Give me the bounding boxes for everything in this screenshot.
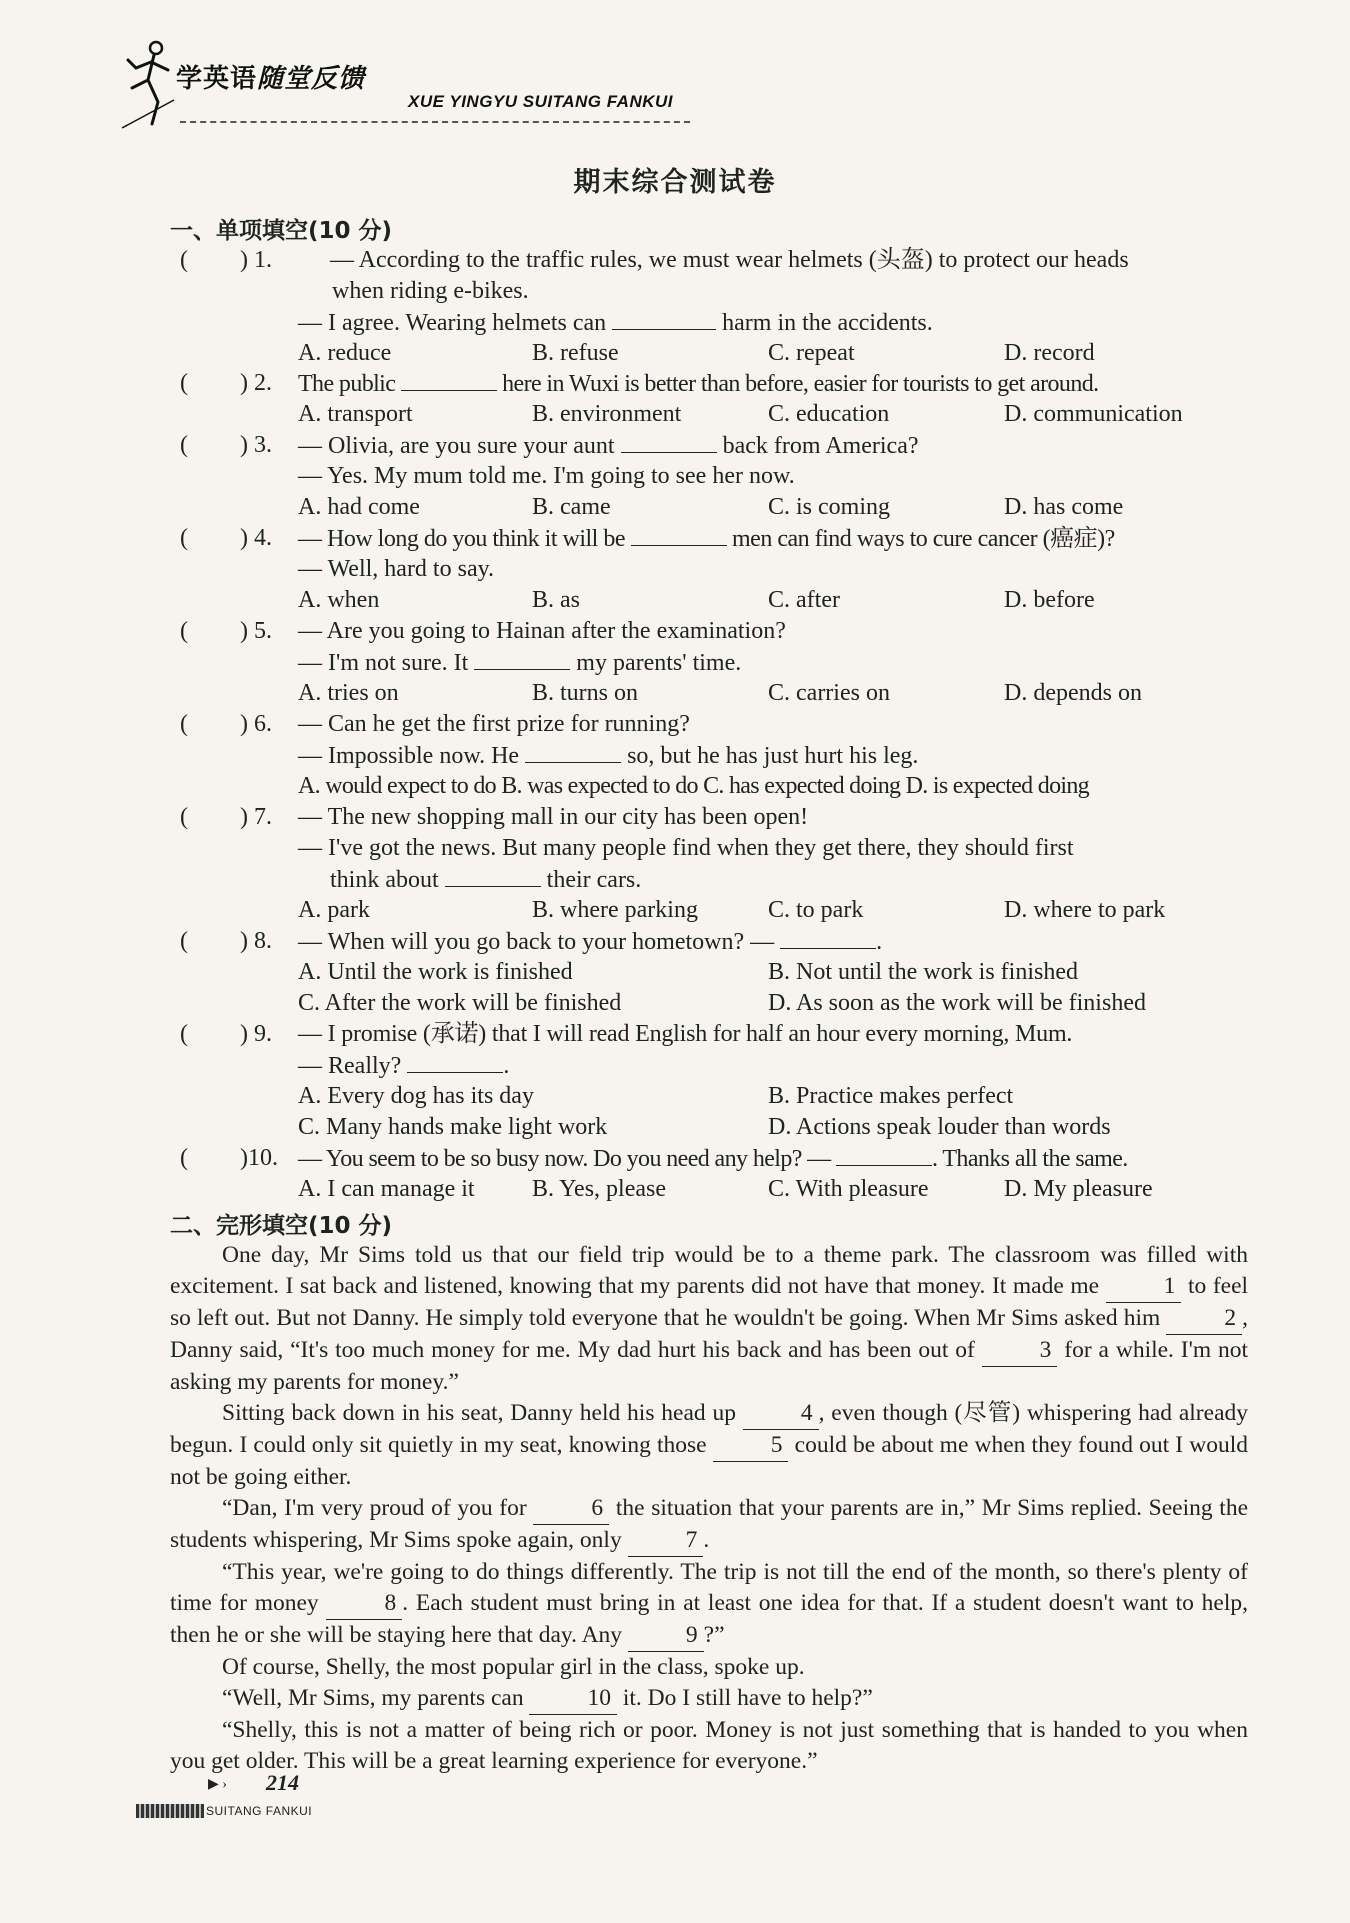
answer-blank[interactable] xyxy=(780,926,876,949)
question-text: — I promise (承诺) that I will read English for half an hour every morning, Mum. xyxy=(298,1021,1073,1047)
option[interactable]: A. tries on xyxy=(298,680,399,706)
question-number: ) 6. xyxy=(240,711,272,737)
option[interactable]: C. after xyxy=(768,587,840,613)
play-arrow-icon: ▶ › xyxy=(208,1777,227,1792)
question-text: — Can he get the first prize for running? xyxy=(298,711,690,737)
question-number: )10. xyxy=(240,1145,278,1171)
cloze-blank[interactable]: 1 xyxy=(1106,1271,1182,1303)
cloze-blank[interactable]: 8 xyxy=(326,1588,402,1620)
question-number: ) 5. xyxy=(240,618,272,644)
question-text: — Olivia, are you sure your aunt back from America? xyxy=(298,430,919,461)
option[interactable]: D. communication xyxy=(1004,401,1183,427)
answer-paren: ( xyxy=(180,928,188,954)
option[interactable]: C. is coming xyxy=(768,494,891,520)
option[interactable]: D. My pleasure xyxy=(1004,1176,1153,1202)
question-number: ) 8. xyxy=(240,928,272,954)
question-text: when riding e-bikes. xyxy=(332,278,529,304)
option[interactable]: A. I can manage it xyxy=(298,1176,475,1202)
footer-label: SUITANG FANKUI xyxy=(206,1804,313,1818)
option[interactable]: C. education xyxy=(768,401,890,427)
cloze-passage xyxy=(170,1240,1248,1777)
question-text: — The new shopping mall in our city has been open! xyxy=(298,804,809,830)
option[interactable]: C. to park xyxy=(768,897,864,923)
answer-blank[interactable] xyxy=(525,740,621,763)
footer-brand-mark xyxy=(136,1804,204,1818)
question-text: — When will you go back to your hometown? — . xyxy=(298,926,882,957)
brand-english: XUE YINGYU SUITANG FANKUI xyxy=(408,92,674,111)
question-text: think about their cars. xyxy=(330,864,641,895)
question-number: ) 9. xyxy=(240,1021,272,1047)
option[interactable]: B. where parking xyxy=(532,897,698,923)
answer-paren: ( xyxy=(180,1145,188,1171)
question-text: — You seem to be so busy now. Do you need any help? — . Thanks all the same. xyxy=(298,1143,1128,1174)
question-text: — Are you going to Hainan after the examination? xyxy=(298,618,786,644)
question-text: — Yes. My mum told me. I'm going to see her now. xyxy=(298,463,795,489)
question-text: — I agree. Wearing helmets can harm in the accidents. xyxy=(298,307,933,338)
option[interactable]: C. Many hands make light work xyxy=(298,1114,608,1140)
answer-blank[interactable] xyxy=(407,1050,503,1073)
question-text: The public here in Wuxi is better than before, easier for tourists to get around. xyxy=(298,368,1099,399)
question-text: — I'm not sure. It my parents' time. xyxy=(298,647,741,678)
option[interactable]: C. repeat xyxy=(768,340,855,366)
passage-paragraph: Of course, Shelly, the most popular girl in the class, spoke up. xyxy=(222,1654,805,1680)
answer-paren: ( xyxy=(180,247,188,273)
option[interactable]: D. where to park xyxy=(1004,897,1166,923)
question-number: ) 4. xyxy=(240,525,272,551)
question-number: ) 2. xyxy=(240,370,272,396)
answer-blank[interactable] xyxy=(612,307,716,330)
passage-paragraph: “Shelly, this is not a matter of being rich or poor. Money is not just something that is handed to you when you get older. This will be a great learning experience for everyone.” xyxy=(170,1717,1248,1774)
option[interactable]: D. has come xyxy=(1004,494,1124,520)
answer-blank[interactable] xyxy=(621,430,717,453)
question-number: ) 1. xyxy=(240,247,272,273)
option[interactable]: B. Practice makes perfect xyxy=(768,1083,1014,1109)
question-text: — Really? . xyxy=(298,1050,509,1081)
cloze-blank[interactable]: 5 xyxy=(713,1430,789,1462)
cloze-blank[interactable]: 6 xyxy=(533,1493,609,1525)
passage-paragraph: One day, Mr Sims told us that our field trip would be to a theme park. The classroom was filled with excitement. I sat back and listened, knowing that my parents did not have that money. It made me 1 to feel so left out. But not Danny. He simply told everyone that he wouldn't be going. When Mr Sims asked him 2 , Danny said, “It's too much money for me. My dad hurt his back and has been out of 3 for a while. I'm not asking my parents for money.” xyxy=(170,1242,1249,1395)
option[interactable]: A. park xyxy=(298,897,370,923)
option[interactable]: B. as xyxy=(532,587,580,613)
book-header xyxy=(118,36,718,131)
passage-paragraph: Sitting back down in his seat, Danny held his head up 4 , even though (尽管) whispering had already begun. I could only sit quietly in my seat, knowing those 5 could be about me when they found out I would not be going either. xyxy=(170,1400,1249,1490)
cloze-blank[interactable]: 4 xyxy=(743,1398,819,1430)
answer-blank[interactable] xyxy=(401,368,497,391)
option[interactable]: B. came xyxy=(532,494,611,520)
option[interactable]: A. reduce xyxy=(298,340,392,366)
answer-paren: ( xyxy=(180,1021,188,1047)
answer-paren: ( xyxy=(180,711,188,737)
option[interactable]: A. Every dog has its day xyxy=(298,1083,534,1109)
option[interactable]: D. Actions speak louder than words xyxy=(768,1114,1111,1140)
option[interactable]: D. As soon as the work will be finished xyxy=(768,990,1146,1016)
option[interactable]: C. carries on xyxy=(768,680,890,706)
section-heading-1: 一、单项填空(10 分) xyxy=(170,218,393,244)
option[interactable]: D. before xyxy=(1004,587,1095,613)
option[interactable]: A. Until the work is finished xyxy=(298,959,573,985)
question-text: — Impossible now. He so, but he has just hurt his leg. xyxy=(298,740,918,771)
option[interactable]: C. After the work will be finished xyxy=(298,990,622,1016)
question-number: ) 7. xyxy=(240,804,272,830)
question-number: ) 3. xyxy=(240,432,272,458)
section-heading-2: 二、完形填空(10 分) xyxy=(170,1213,393,1239)
option[interactable]: B. refuse xyxy=(532,340,619,366)
page-number: 214 xyxy=(266,1770,299,1795)
cloze-blank[interactable]: 3 xyxy=(982,1335,1058,1367)
passage-paragraph: “This year, we're going to do things differently. The trip is not till the end of the month, so there's plenty of time for money 8 . Each student must bring in at least one idea for that. If a student doesn't want to help, then he or she will be staying here that day. Any 9 ?” xyxy=(170,1557,1248,1652)
option-row[interactable]: A. would expect to do B. was expected to do C. has expected doing D. is expected doing xyxy=(298,773,1089,799)
option[interactable]: A. had come xyxy=(298,494,420,520)
option[interactable]: D. record xyxy=(1004,340,1095,366)
cloze-blank[interactable]: 9 xyxy=(628,1620,704,1652)
question-text: — How long do you think it will be men can find ways to cure cancer (癌症)? xyxy=(298,523,1115,554)
answer-blank[interactable] xyxy=(474,647,570,670)
answer-paren: ( xyxy=(180,618,188,644)
passage-paragraph: “Dan, I'm very proud of you for 6 the situation that your parents are in,” Mr Sims replied. Seeing the students whispering, Mr Sims spoke again, only 7 . xyxy=(170,1493,1248,1557)
page-title: 期末综合测试卷 xyxy=(573,167,777,198)
answer-blank[interactable] xyxy=(445,864,541,887)
brand-title: 学英语随堂反馈 xyxy=(176,64,366,94)
option[interactable]: A. transport xyxy=(298,401,413,427)
option[interactable]: C. With pleasure xyxy=(768,1176,929,1202)
answer-blank[interactable] xyxy=(836,1143,932,1166)
option[interactable]: B. Not until the work is finished xyxy=(768,959,1078,985)
answer-paren: ( xyxy=(180,804,188,830)
option[interactable]: B. turns on xyxy=(532,680,639,706)
answer-paren: ( xyxy=(180,370,188,396)
cloze-blank[interactable]: 10 xyxy=(529,1683,617,1715)
answer-blank[interactable] xyxy=(631,523,727,546)
runner-logo-icon xyxy=(118,40,178,130)
answer-paren: ( xyxy=(180,432,188,458)
option[interactable]: D. depends on xyxy=(1004,680,1142,706)
question-text: — Well, hard to say. xyxy=(298,556,495,582)
question-text: — According to the traffic rules, we must wear helmets (头盔) to protect our heads xyxy=(330,247,1129,273)
header-divider xyxy=(180,121,690,123)
answer-paren: ( xyxy=(180,525,188,551)
option[interactable]: B. Yes, please xyxy=(532,1176,667,1202)
passage-paragraph: “Well, Mr Sims, my parents can 10 it. Do I still have to help?” xyxy=(170,1683,1248,1715)
cloze-blank[interactable]: 7 xyxy=(628,1525,704,1557)
question-text: — I've got the news. But many people find when they get there, they should first xyxy=(298,835,1074,861)
cloze-blank[interactable]: 2 xyxy=(1166,1303,1242,1335)
option[interactable]: A. when xyxy=(298,587,380,613)
page-footer xyxy=(136,1770,436,1830)
option[interactable]: B. environment xyxy=(532,401,682,427)
